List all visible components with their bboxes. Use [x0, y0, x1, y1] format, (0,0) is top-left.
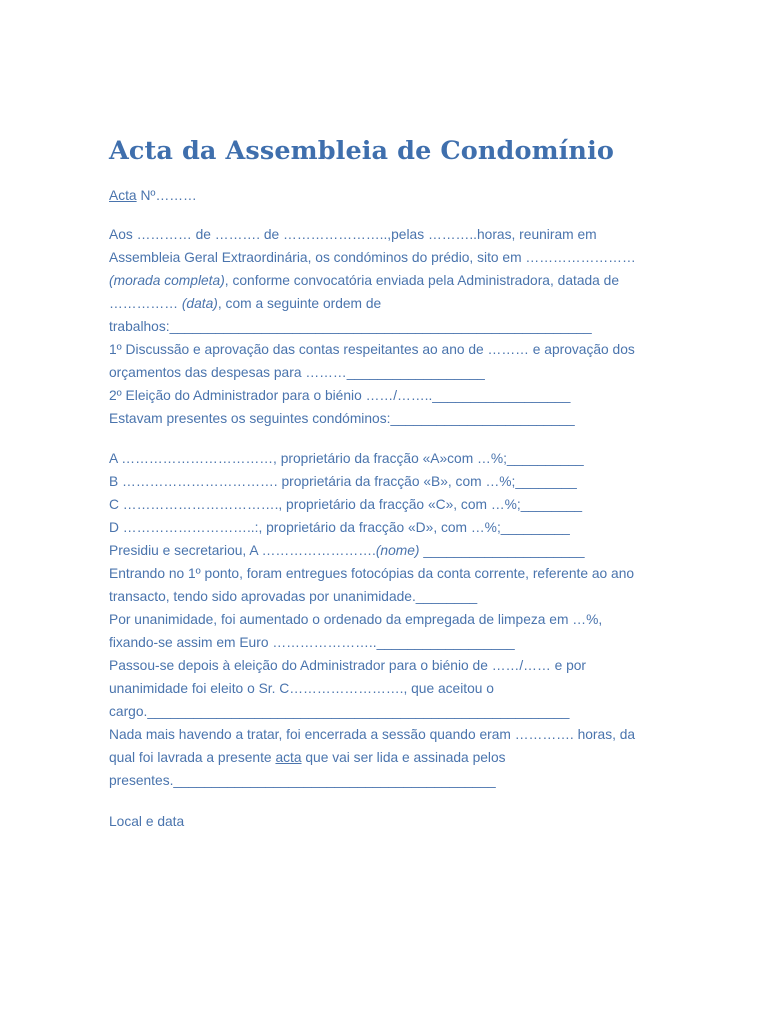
paragraph-text: qual foi lavrada a presente [109, 750, 276, 765]
placeholder-name: (nome) [375, 543, 420, 558]
paragraph-text: que vai ser lida e assinada pelos [301, 750, 506, 765]
body-line: Passou-se depois à eleição do Administrador para o biénio de ……/…… e por [109, 658, 587, 673]
paragraph-text: _____________________ [419, 543, 585, 558]
closing-line [109, 748, 506, 768]
placeholder-address: (morada completa) [109, 273, 225, 288]
acta-number: Nº……… [136, 188, 197, 203]
present-line: Estavam presentes os seguintes condóminos:________________________ [109, 411, 575, 426]
paragraph-line: Assembleia Geral Extraordinária, os condóminos do prédio, sito em …………………… [109, 250, 636, 265]
owner-line-c: C ……………………………., proprietário da fracção «C», com …%;________ [109, 497, 583, 512]
paragraph-line [109, 271, 619, 291]
local-date: Local e data [109, 814, 185, 829]
agenda-item-2: 2º Eleição do Administrador para o biénio ……/……..__________________ [109, 388, 571, 403]
acta-number-line [109, 186, 197, 206]
agenda-item-1: 1º Discussão e aprovação das contas respeitantes ao ano de ……… e aprovação dos [109, 342, 635, 357]
body-line: Entrando no 1º ponto, foram entregues fotocópias da conta corrente, referente ao ano [109, 566, 635, 581]
closing-line: presentes.__________________________________________ [109, 773, 496, 788]
acta-word: acta [275, 750, 302, 765]
paragraph-text: …………… [109, 296, 182, 311]
body-line: cargo._______________________________________________________ [109, 704, 570, 719]
owner-line-b: B ……………………………. proprietária da fracção «B», com …%;________ [109, 474, 577, 489]
owner-line-d: D ………………………..:, proprietário da fracção «D», com …%;_________ [109, 520, 570, 535]
paragraph-text: , com a seguinte ordem de [217, 296, 382, 311]
placeholder-date: (data) [181, 296, 218, 311]
body-line: transacto, tendo sido aprovadas por unanimidade.________ [109, 589, 478, 604]
paragraph-line: Aos ………… de ………. de …………………..,pelas ………..horas, reuniram em [109, 227, 597, 242]
paragraph-line: trabalhos:_______________________________________________________ [109, 319, 592, 334]
body-line: fixando-se assim em Euro …………………..__________________ [109, 635, 515, 650]
paragraph-text: , conforme convocatória enviada pela Administradora, datada de [224, 273, 620, 288]
presidiu-line [109, 541, 585, 561]
owner-line-a: A ……………………………, proprietário da fracção «A»com …%;__________ [109, 451, 584, 466]
acta-word: Acta [109, 188, 137, 203]
agenda-item-1-cont: orçamentos das despesas para ………__________________ [109, 365, 485, 380]
paragraph-text: Presidiu e secretariou, A ……………………. [109, 543, 376, 558]
paragraph-line [109, 294, 381, 314]
body-line: Nada mais havendo a tratar, foi encerrada a sessão quando eram …………. horas, da [109, 727, 636, 742]
document-title: Acta da Assembleia de Condomínio [109, 136, 614, 166]
body-line: unanimidade foi eleito o Sr. C……………………., que aceitou o [109, 681, 494, 696]
body-line: Por unanimidade, foi aumentado o ordenado da empregada de limpeza em …%, [109, 612, 603, 627]
